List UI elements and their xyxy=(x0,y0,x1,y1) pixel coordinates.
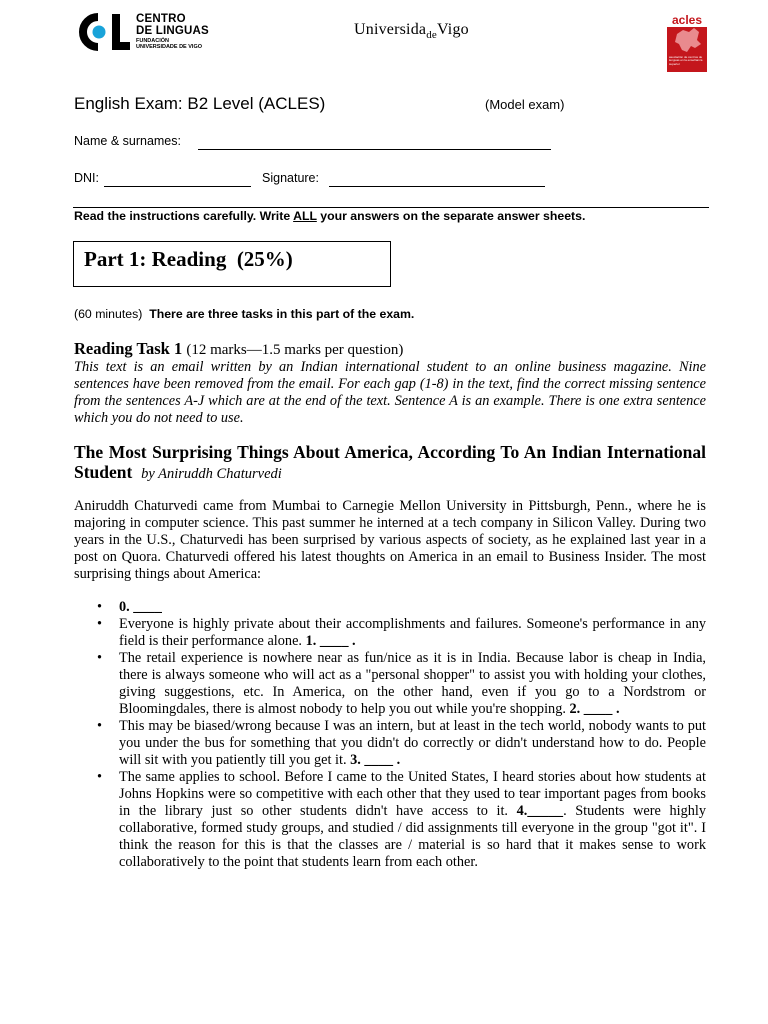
instructions-all: ALL xyxy=(293,209,317,223)
gap-marker: 3. ____ . xyxy=(350,752,401,768)
part-title: Part 1: Reading (25%) xyxy=(84,247,293,271)
dni-label: DNI: xyxy=(74,171,99,185)
gap-marker: 1. ____ . xyxy=(305,633,356,649)
list-item xyxy=(74,599,706,616)
centro-de-linguas-logo xyxy=(78,12,132,52)
tasks-note: There are three tasks in this part of the exam. xyxy=(149,307,415,321)
divider xyxy=(73,207,709,208)
task-description: This text is an email written by an Indian international student to an online business magazine. Nine sentences have been removed from the email. For each gap (1-8) in the text, find the correct missing sentence from the sentences A-J which are at the end of the text. Sentence A is an example. There is one extra sentence which you do not need to use. xyxy=(74,359,706,426)
bullet-text-after: . Students were highly collaborative, formed study groups, and studied / did assignments till everyone in the group "got it". I think the reason for this is that the classes are / material is so hard that it makes sense to work collaboratively to the point that students learn from each other. xyxy=(119,803,706,870)
acles-subtitle: asociación de centros de lenguas en la enseñanza superior xyxy=(669,55,703,66)
bullet-text: This may be biased/wrong because I was an intern, but at least in the tech world, nobody wants to put you under the bus for something that you didn't do correctly or didn't understand how to do. People will sit with you patiently till you get it. xyxy=(119,718,706,768)
bullet-list xyxy=(74,599,706,871)
centro-line1: CENTRO xyxy=(136,13,186,25)
centro-line2: DE LINGUAS xyxy=(136,24,209,37)
signature-label: Signature: xyxy=(262,171,319,185)
centro-de-linguas-text xyxy=(136,14,209,50)
minutes-label: (60 minutes) xyxy=(74,307,143,321)
gap-marker: 4._____ xyxy=(516,803,564,819)
bullet-icon: • xyxy=(97,718,103,734)
list-item xyxy=(74,616,706,650)
instructions-pre: Read the instructions carefully. Write xyxy=(74,209,294,223)
name-field[interactable] xyxy=(198,135,551,150)
article-title xyxy=(74,442,706,484)
bullet-text: The same applies to school. Before I came to the United States, I heard stories about how students at Johns Hopkins were so competitive with each other that they used to tear important pages from books in the library just so other students didn't have access to it. xyxy=(119,769,706,819)
centro-line3: FUNDACIÓN xyxy=(136,38,169,44)
gap-marker: 2. ____ . xyxy=(569,701,620,717)
instructions xyxy=(74,209,585,223)
exam-title: English Exam: B2 Level (ACLES) xyxy=(74,94,326,113)
uvigo-part2: de xyxy=(426,29,437,41)
bullet-text: The retail experience is nowhere near as fun/nice as it is in India. Because labor is cheap in India, there is always someone who will act as a "personal shopper" to assist you with holding your clothes, giving suggestions, etc. In America, on the other hand, even if you go to a Nordstrom or Bloomingdales, there is almost nobody to help you out while you're shopping. xyxy=(119,650,706,717)
gap-marker: 0. ____ xyxy=(119,599,162,615)
bullet-icon: • xyxy=(97,769,103,785)
list-item xyxy=(74,769,706,871)
minutes-note xyxy=(74,307,414,321)
task-marks: (12 marks—1.5 marks per question) xyxy=(186,342,404,358)
task-title xyxy=(74,339,403,359)
instructions-post: your answers on the separate answer sheets. xyxy=(316,209,586,223)
centro-line4: UNIVERSIDADE DE VIGO xyxy=(136,43,203,50)
article-intro: Aniruddh Chaturvedi came from Mumbai to Carnegie Mellon University in Pittsburgh, Penn., where he is majoring in computer science. This past summer he interned at a tech company in Silicon Valley. During two years in the U.S., Chaturvedi has been surprised by various aspects of society, as he explained last year in a post on Quora. Chaturvedi offered his latest thoughts on America in an email to Business Insider. The most surprising things about America: xyxy=(74,498,706,582)
model-exam-label: (Model exam) xyxy=(485,97,565,112)
acles-wordmark: acles xyxy=(667,13,707,27)
universidade-de-vigo-logo xyxy=(354,21,469,39)
task-name: Reading Task 1 xyxy=(74,339,183,358)
bullet-text: Everyone is highly private about their accomplishments and failures. Someone's performance in any field is their performance alone. xyxy=(119,616,706,649)
signature-field[interactable] xyxy=(329,172,545,187)
list-item xyxy=(74,718,706,769)
bullet-icon: • xyxy=(97,599,103,615)
dni-field[interactable] xyxy=(104,172,251,187)
list-item xyxy=(74,650,706,718)
name-label: Name & surnames: xyxy=(74,134,181,148)
article-byline: by Aniruddh Chaturvedi xyxy=(141,466,282,482)
uvigo-part1: Universida xyxy=(354,21,427,38)
bullet-icon: • xyxy=(97,616,103,632)
uvigo-part3: Vigo xyxy=(437,21,469,38)
bullet-icon: • xyxy=(97,650,103,666)
article-title-text: The Most Surprising Things About America, According To An Indian International Student xyxy=(74,442,706,482)
